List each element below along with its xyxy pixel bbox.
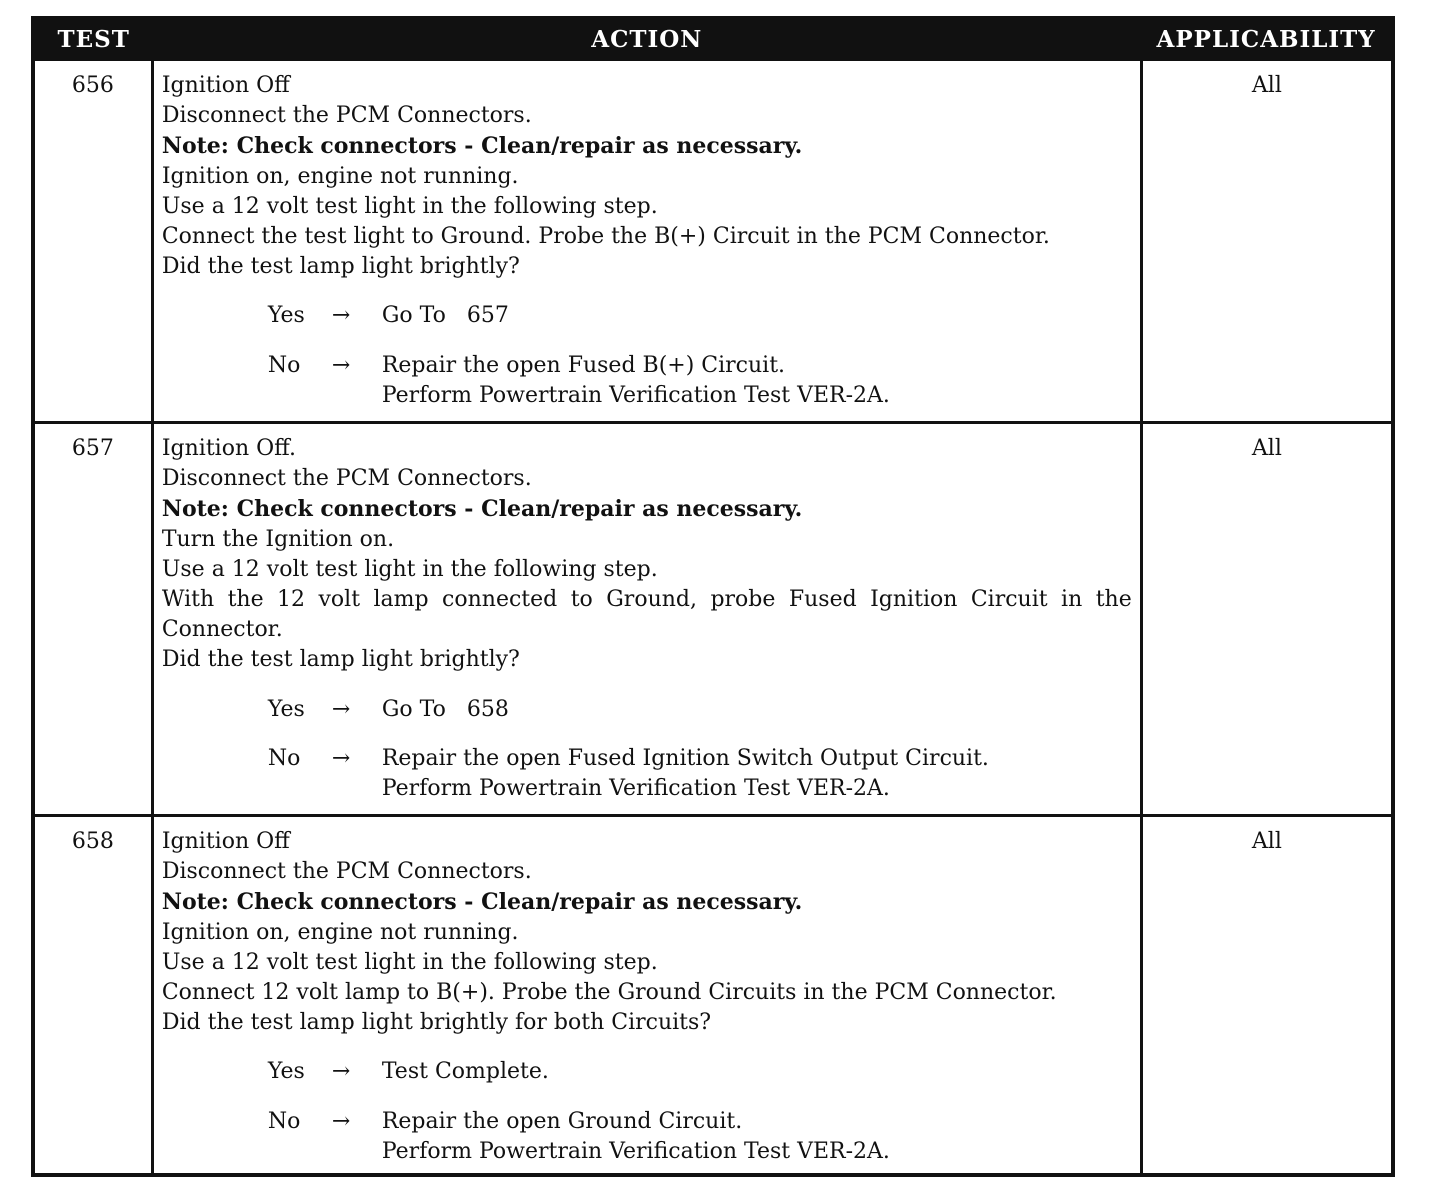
arrow-right-icon: →: [331, 352, 351, 378]
step-line: Connector.: [161, 617, 283, 643]
step-line: Connect the test light to Ground. Probe the B(+) Circuit in the PCM Connector.: [161, 224, 1050, 250]
step-line: Connect 12 volt lamp to B(+). Probe the Ground Circuits in the PCM Connector.: [161, 980, 1057, 1006]
header-applicability: APPLICABILITY: [1141, 18, 1393, 60]
outcome-line: Perform Powertrain Verification Test VER-2A.: [381, 776, 890, 802]
outcome-line: Go To 658: [381, 696, 509, 722]
step-line: Did the test lamp light brightly for both Circuits?: [161, 1010, 712, 1036]
step-line: Turn the Ignition on.: [161, 526, 395, 552]
no-outcome: [268, 744, 1132, 804]
step-line: Ignition on, engine not running.: [161, 163, 519, 189]
outcome-line: Repair the open Fused Ignition Switch Output Circuit.: [381, 745, 989, 771]
no-label: No: [267, 1108, 301, 1134]
yes-label: Yes: [267, 303, 305, 329]
arrow-right-icon: →: [331, 1059, 351, 1085]
applicability-value: All: [1141, 423, 1393, 816]
outcome-line: Perform Powertrain Verification Test VER-2A.: [381, 1138, 890, 1164]
step-line: Ignition Off: [161, 829, 290, 854]
step-line: Ignition on, engine not running.: [161, 919, 519, 945]
no-label: No: [267, 352, 301, 378]
step-line: With the 12 volt lamp connected to Ground, probe Fused Ignition Circuit in the: [161, 587, 1132, 613]
action-cell: [152, 816, 1141, 1176]
table-row: [33, 60, 1393, 423]
step-line: Ignition Off.: [161, 436, 296, 461]
step-line: Use a 12 volt test light in the following step.: [161, 193, 658, 219]
note-line: Note: Check connectors - Clean/repair as necessary.: [161, 496, 803, 523]
arrow-right-icon: →: [331, 1108, 351, 1134]
diagnostic-test-table: [31, 16, 1395, 1177]
applicability-value: All: [1141, 60, 1393, 423]
arrow-right-icon: →: [331, 303, 351, 329]
outcome-text: [382, 301, 1132, 331]
note-line: Note: Check connectors - Clean/repair as necessary.: [161, 133, 803, 160]
outcome-text: [382, 744, 1132, 804]
outcome-text: [382, 695, 1132, 725]
applicability-value: All: [1141, 816, 1393, 1176]
yes-outcome: [268, 301, 1132, 331]
table-body: [33, 60, 1393, 1176]
table-header: [33, 18, 1393, 60]
no-label: No: [267, 745, 301, 771]
outcome-text: [382, 1057, 1132, 1087]
action-cell: [152, 60, 1141, 423]
note-line: Note: Check connectors - Clean/repair as necessary.: [161, 889, 803, 916]
step-line: Use a 12 volt test light in the following step.: [161, 556, 658, 582]
table-row: [33, 423, 1393, 816]
test-number: 657: [33, 423, 152, 816]
header-action: ACTION: [152, 18, 1141, 60]
test-number: 656: [33, 60, 152, 423]
header-test: TEST: [33, 18, 152, 60]
outcome-line: Repair the open Fused B(+) Circuit.: [381, 352, 786, 378]
yes-label: Yes: [267, 1059, 305, 1085]
table-row: [33, 816, 1393, 1176]
outcome-line: Repair the open Ground Circuit.: [381, 1108, 743, 1134]
action-cell: [152, 423, 1141, 816]
arrow-right-icon: →: [331, 696, 351, 722]
no-outcome: [268, 351, 1132, 411]
step-line: Disconnect the PCM Connectors.: [161, 103, 532, 129]
step-line: Disconnect the PCM Connectors.: [161, 466, 532, 492]
no-outcome: [268, 1107, 1132, 1167]
step-line: Did the test lamp light brightly?: [161, 647, 520, 673]
step-line: Did the test lamp light brightly?: [161, 254, 520, 280]
outcome-line: Test Complete.: [381, 1059, 549, 1085]
yes-outcome: [268, 1057, 1132, 1087]
step-line: Disconnect the PCM Connectors.: [161, 859, 532, 885]
outcome-line: Perform Powertrain Verification Test VER-2A.: [381, 382, 890, 408]
outcome-line: Go To 657: [381, 303, 509, 329]
step-line: Use a 12 volt test light in the following step.: [161, 949, 658, 975]
step-line: Ignition Off: [161, 73, 290, 98]
outcome-text: [382, 351, 1132, 411]
test-number: 658: [33, 816, 152, 1176]
yes-label: Yes: [267, 696, 305, 722]
outcome-text: [382, 1107, 1132, 1167]
arrow-right-icon: →: [331, 745, 351, 771]
yes-outcome: [268, 695, 1132, 725]
